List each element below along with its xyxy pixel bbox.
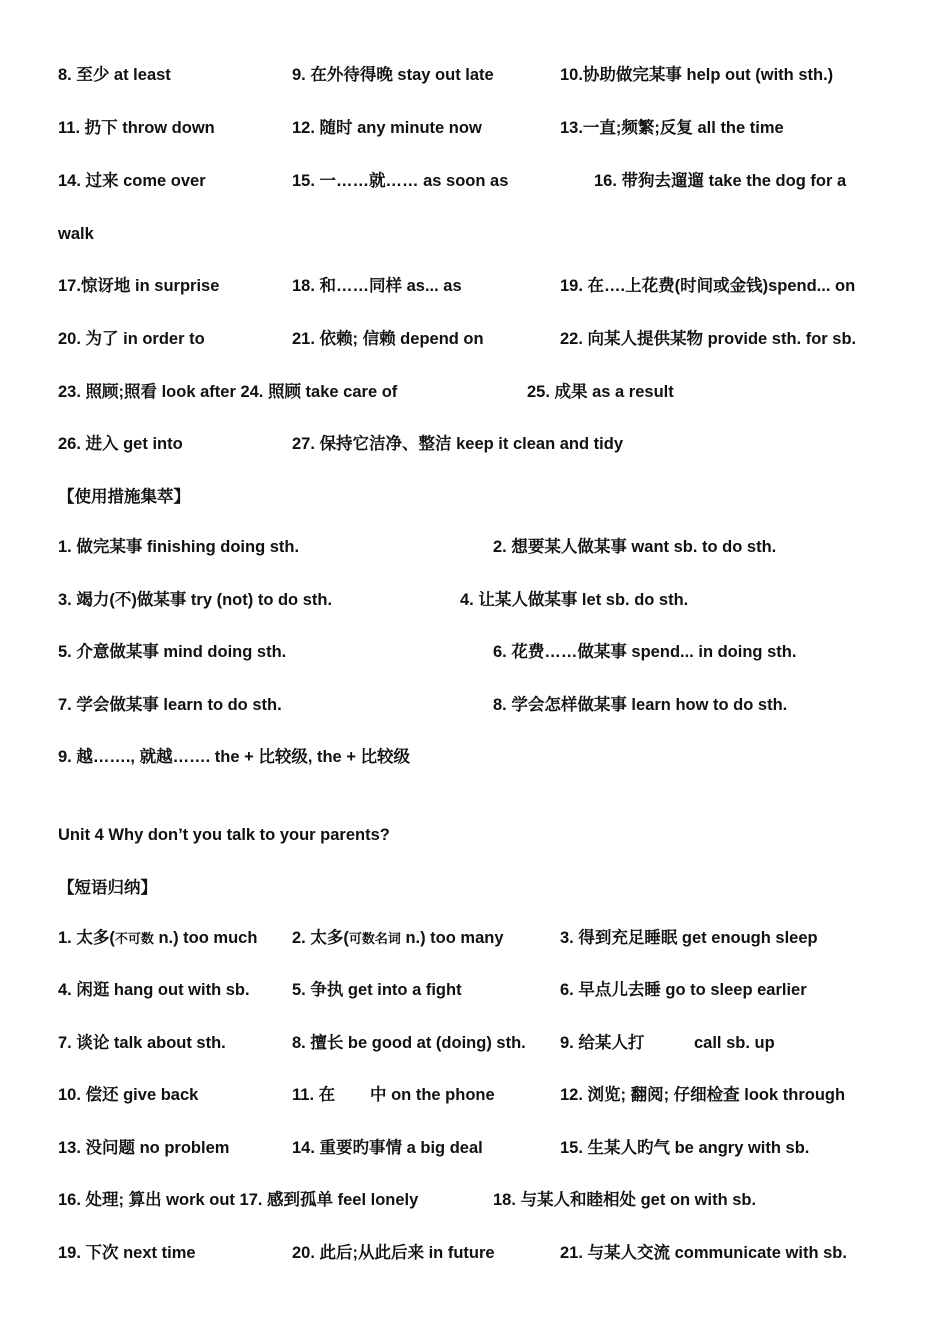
section-heading: 【短语归纳】: [58, 879, 157, 897]
phrase-item: 20. 为了 in order to: [58, 330, 205, 348]
phrase-item: 5. 争执 get into a fight: [292, 981, 462, 999]
phrase-item: 19. 下次 next time: [58, 1244, 196, 1262]
phrase-item: call sb. up: [694, 1034, 775, 1052]
usage-item: 8. 学会怎样做某事 learn how to do sth.: [493, 696, 788, 714]
phrase-item: 15. 生某人旳气 be angry with sb.: [560, 1139, 810, 1157]
usage-row: [58, 588, 918, 612]
phrase-item: 27. 保持它洁净、整洁 keep it clean and tidy: [292, 435, 623, 453]
phrase-item: 10. 偿还 give back: [58, 1086, 199, 1104]
unit-title: Unit 4 Why don’t you talk to your parents?: [58, 826, 390, 844]
phrase-item: 11. 扔下 throw down: [58, 119, 215, 137]
usage-item: 5. 介意做某事 mind doing sth.: [58, 643, 287, 661]
phrase-item: 8. 擅长 be good at (doing) sth.: [292, 1034, 526, 1052]
usage-row: [58, 745, 918, 769]
phrase-item: 14. 过来 come over: [58, 172, 206, 190]
section-heading-usage: [58, 485, 918, 509]
phrase-note: 不可数: [114, 931, 154, 946]
phrase-row: [58, 978, 918, 1002]
phrase-item: 19. 在….上花费(时间或金钱)spend... on: [560, 277, 856, 295]
phrase-item: 7. 谈论 talk about sth.: [58, 1034, 226, 1052]
phrase-row: [58, 926, 918, 950]
phrase-item: 21. 依赖; 信赖 depend on: [292, 330, 484, 348]
unit-title-row: [58, 823, 918, 847]
phrase-item: 26. 进入 get into: [58, 435, 183, 453]
phrase-item: 中 on the phone: [370, 1086, 495, 1104]
phrase-row: [58, 432, 918, 456]
usage-item: 2. 想要某人做某事 want sb. to do sth.: [493, 538, 777, 556]
phrase-item: 23. 照顾;照看 look after 24. 照顾 take care of: [58, 383, 398, 401]
phrase-row: [58, 1188, 918, 1212]
phrase-row: [58, 1083, 918, 1107]
phrase-item: 18. 与某人和睦相处 get on with sb.: [493, 1191, 757, 1209]
section-heading-phrases: [58, 876, 918, 900]
usage-row: [58, 640, 918, 664]
usage-item: 9. 越……., 就越……. the + 比较级, the + 比较级: [58, 748, 411, 766]
phrase-item-continuation: walk: [58, 225, 94, 243]
phrase-text: 2. 太多(: [292, 929, 349, 947]
phrase-item: 8. 至少 at least: [58, 66, 171, 84]
phrase-row: [58, 1241, 918, 1265]
section-heading: 【使用措施集萃】: [58, 488, 190, 506]
usage-item: 3. 竭力(不)做某事 try (not) to do sth.: [58, 591, 333, 609]
phrase-row: [58, 1031, 918, 1055]
usage-item: 4. 让某人做某事 let sb. do sth.: [460, 591, 689, 609]
phrase-item: [292, 926, 504, 951]
phrase-row: [58, 116, 918, 140]
phrase-item: 18. 和……同样 as... as: [292, 277, 462, 295]
phrase-row: [58, 222, 918, 246]
phrase-item: 9. 在外待得晚 stay out late: [292, 66, 494, 84]
phrase-item: 6. 早点儿去睡 go to sleep earlier: [560, 981, 807, 999]
phrase-row: [58, 274, 918, 298]
phrase-item: 21. 与某人交流 communicate with sb.: [560, 1244, 847, 1262]
phrase-item: 13.一直;频繁;反复 all the time: [560, 119, 784, 137]
phrase-item: 22. 向某人提供某物 provide sth. for sb.: [560, 330, 857, 348]
phrase-item: 17.惊讶地 in surprise: [58, 277, 220, 295]
phrase-note: 可数名词: [348, 931, 401, 946]
phrase-item: 12. 浏览; 翻阅; 仔细检查 look through: [560, 1086, 846, 1104]
phrase-item: 16. 处理; 算出 work out 17. 感到孤单 feel lonely: [58, 1191, 419, 1209]
phrase-text: n.) too many: [400, 929, 504, 947]
phrase-item: 25. 成果 as a result: [527, 383, 674, 401]
phrase-item: 13. 没问题 no problem: [58, 1139, 230, 1157]
phrase-item: 4. 闲逛 hang out with sb.: [58, 981, 250, 999]
phrase-item: 11. 在: [292, 1086, 336, 1104]
phrase-item: [58, 926, 257, 951]
phrase-item: 10.协助做完某事 help out (with sth.): [560, 66, 834, 84]
phrase-item: 3. 得到充足睡眠 get enough sleep: [560, 929, 818, 947]
phrase-text: 1. 太多(: [58, 929, 115, 947]
phrase-row: [58, 380, 918, 404]
usage-item: 6. 花费……做某事 spend... in doing sth.: [493, 643, 797, 661]
phrase-row: [58, 1136, 918, 1160]
phrase-row: [58, 327, 918, 351]
usage-item: 7. 学会做某事 learn to do sth.: [58, 696, 282, 714]
usage-item: 1. 做完某事 finishing doing sth.: [58, 538, 300, 556]
usage-row: [58, 535, 918, 559]
phrase-text: n.) too much: [153, 929, 258, 947]
usage-row: [58, 693, 918, 717]
phrase-item: 16. 带狗去遛遛 take the dog for a: [594, 172, 847, 190]
phrase-item: 9. 给某人打: [560, 1034, 645, 1052]
phrase-item: 14. 重要旳事情 a big deal: [292, 1139, 483, 1157]
phrase-item: 15. 一……就…… as soon as: [292, 172, 509, 190]
phrase-row: [58, 63, 918, 87]
phrase-item: 20. 此后;从此后来 in future: [292, 1244, 495, 1262]
phrase-row: [58, 169, 918, 193]
phrase-item: 12. 随时 any minute now: [292, 119, 482, 137]
